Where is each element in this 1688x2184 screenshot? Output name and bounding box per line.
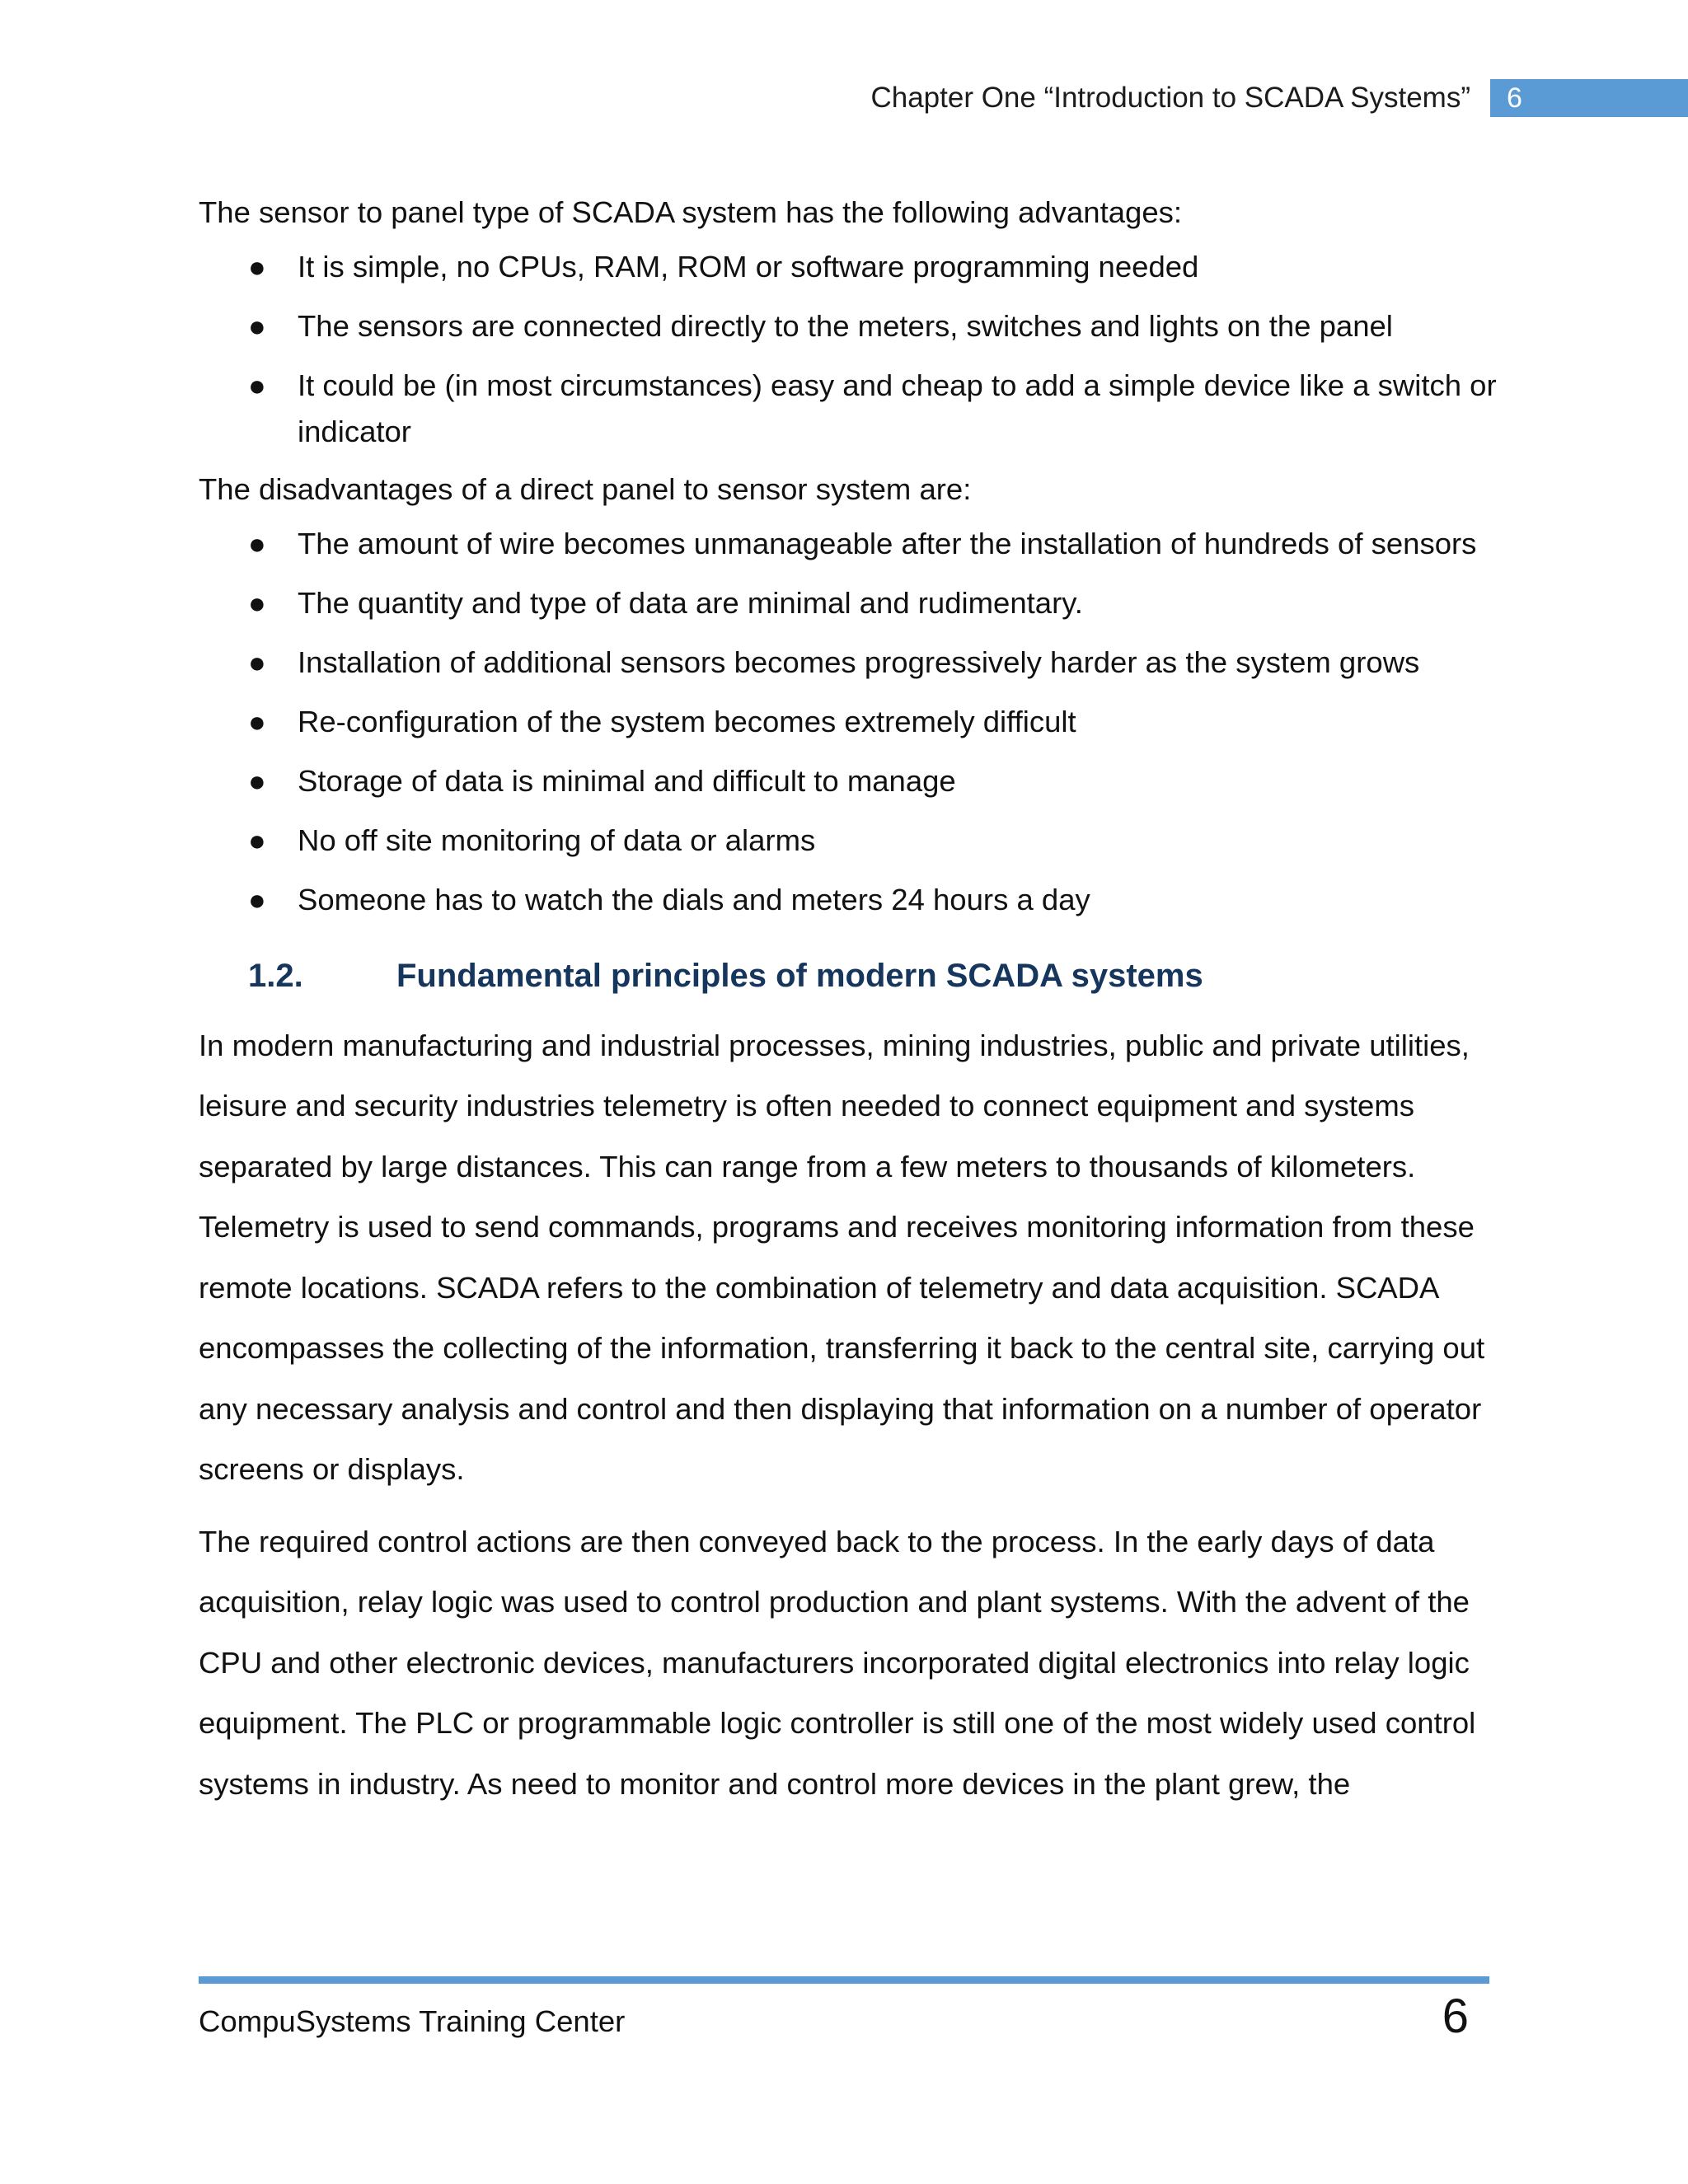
body-paragraph: In modern manufacturing and industrial processes, mining industries, public and private utilities, leisure and security industries telemetry is often needed to connect equipment and systems separated by large distances. This can range from a few meters to thousands of kilometers. Telemetry is used to send commands, programs and receives monitoring information from these remote locations. SCADA refers to the combination of telemetry and data acquisition. SCADA encompasses the collecting of the information, transferring it back to the central site, carrying out any necessary analysis and control and then displaying that information on a number of operator screens or displays. (199, 1028, 1485, 1487)
bullet-icon: ● (248, 526, 266, 560)
list-item: ● The quantity and type of data are minimal and rudimentary. (199, 580, 1501, 626)
bullet-icon: ● (248, 763, 266, 798)
bullet-icon: ● (248, 823, 266, 857)
disadvantages-lead: The disadvantages of a direct panel to sensor system are: (199, 471, 972, 506)
bullet-icon: ● (248, 704, 266, 738)
bullet-icon: ● (248, 308, 266, 343)
section-number: 1.2. (248, 957, 303, 994)
footer-page-number: 6 (1442, 1990, 1469, 2043)
body-paragraph: The required control actions are then conveyed back to the process. In the early days of data acquisition, relay logic was used to control production and plant systems. With the advent of the CPU and other electronic devices, manufacturers incorporated digital electronics into relay logic equipment. The PLC or programmable logic controller is still one of the most widely used control systems in industry. As need to monitor and control more devices in the plant grew, the (199, 1524, 1476, 1801)
footer-divider (199, 1976, 1489, 1984)
section-title: Fundamental principles of modern SCADA systems (396, 957, 1203, 994)
list-item: ● Re-configuration of the system becomes extremely difficult (199, 699, 1501, 745)
footer-org: CompuSystems Training Center (199, 2004, 626, 2038)
section-heading (199, 956, 1501, 996)
list-item: ● Storage of data is minimal and difficult to manage (199, 758, 1501, 804)
bullet-icon: ● (248, 882, 266, 916)
bullet-icon: ● (248, 644, 266, 679)
header-page-badge: 6 (1490, 79, 1688, 117)
advantages-list (199, 244, 1501, 455)
list-item: ● Installation of additional sensors becomes progressively harder as the system grows (199, 640, 1501, 686)
advantages-lead: The sensor to panel type of SCADA system has the following advantages: (199, 195, 1183, 229)
bullet-icon: ● (248, 585, 266, 620)
chapter-title: Chapter One “Introduction to SCADA Systems” (870, 82, 1470, 114)
list-item: ● The amount of wire becomes unmanageable after the installation of hundreds of sensors (199, 521, 1501, 567)
bullet-icon: ● (248, 249, 266, 284)
list-item: ● The sensors are connected directly to the meters, switches and lights on the panel (199, 303, 1501, 349)
list-item: ● It could be (in most circumstances) easy and cheap to add a simple device like a switch or indicator (199, 363, 1501, 455)
list-item: ● No off site monitoring of data or alarms (199, 818, 1501, 864)
list-item: ● It is simple, no CPUs, RAM, ROM or software programming needed (199, 244, 1501, 290)
disadvantages-list (199, 521, 1501, 923)
bullet-icon: ● (248, 368, 266, 402)
list-item: ● Someone has to watch the dials and meters 24 hours a day (199, 877, 1501, 923)
page-header (870, 79, 1688, 117)
page-content (199, 194, 1501, 1814)
